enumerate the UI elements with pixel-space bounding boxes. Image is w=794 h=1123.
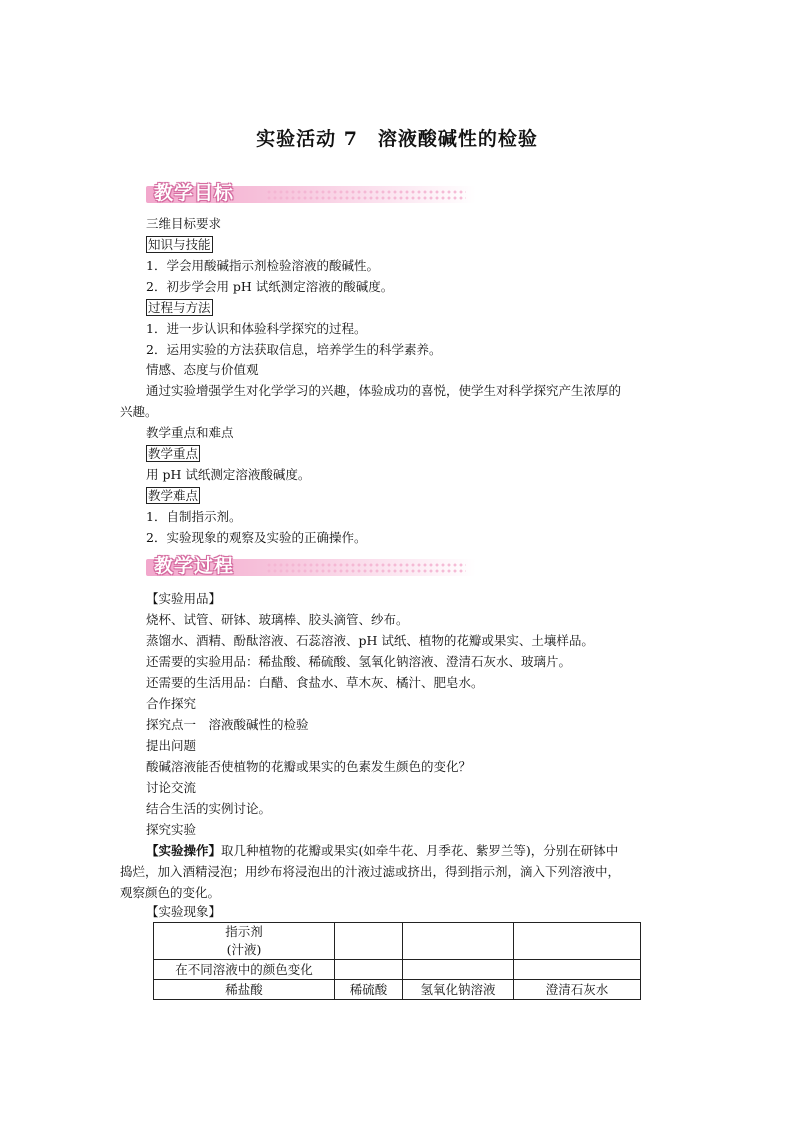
key-label-line: [146, 446, 200, 462]
banner-label: 教学过程: [154, 555, 235, 577]
difficult-label-line: [146, 488, 200, 504]
supplies-1: 烧杯、试管、研钵、玻璃棒、胶头滴管、纱布。: [146, 612, 409, 627]
table-cell: [403, 960, 514, 980]
table-header-cell: 稀硫酸: [335, 980, 403, 1000]
ask-label: 提出问题: [146, 738, 197, 753]
objectives-heading: 三维目标要求: [146, 216, 222, 231]
discuss-label: 讨论交流: [146, 780, 197, 795]
page-title: 实验活动 7 溶液酸碱性的检验: [256, 128, 538, 150]
operation-text-1: 取几种植物的花瓣或果实(如牵牛花、月季花、紫罗兰等)，分别在研钵中: [221, 843, 619, 858]
process-item-1: 1．进一步认识和体验科学探究的过程。: [146, 321, 367, 336]
emotion-text-2: 兴趣。: [120, 404, 158, 419]
emotion-label: 情感、态度与价值观: [146, 362, 259, 377]
discuss-text: 结合生活的实例讨论。: [146, 801, 272, 816]
operation-text-2: 捣烂，加入酒精浸泡；用纱布将浸泡出的汁液过滤或挤出，得到指示剂，滴入下列溶液中，: [120, 864, 621, 879]
emotion-text-1: 通过实验增强学生对化学学习的兴趣，体验成功的喜悦，使学生对科学探究产生浓厚的: [146, 383, 622, 398]
process-label-line: [146, 300, 213, 316]
supplies-3: 还需要的实验用品：稀盐酸、稀硫酸、氢氧化钠溶液、澄清石灰水、玻璃片。: [146, 654, 572, 669]
section-banner-process: [146, 553, 476, 579]
table-header-cell: 氢氧化钠溶液: [403, 980, 514, 1000]
operation-line-1: [146, 843, 618, 859]
supplies-2: 蒸馏水、酒精、酚酞溶液、石蕊溶液、pH 试纸、植物的花瓣或果实、土壤样品。: [146, 633, 594, 648]
difficult-item-2: 2．实验现象的观察及实验的正确操作。: [146, 530, 367, 545]
banner-dots: [266, 189, 466, 200]
table-header-cell: 稀盐酸: [154, 980, 335, 1000]
explore-point-1: 探究点一 溶液酸碱性的检验: [146, 717, 309, 732]
difficult-label: 教学难点: [148, 488, 199, 503]
operation-text-3: 观察颜色的变化。: [120, 885, 221, 900]
table-row: [154, 960, 641, 980]
table-cell-indicator: [154, 923, 335, 960]
banner-dots: [266, 562, 466, 573]
table-cell: [514, 960, 641, 980]
phenomenon-label: 【实验现象】: [146, 904, 222, 919]
ask-text: 酸碱溶液能否使植物的花瓣或果实的色素发生颜色的变化？: [146, 759, 472, 774]
table-header-cell: 澄清石灰水: [514, 980, 641, 1000]
key-text: 用 pH 试纸测定溶液酸碱度。: [146, 467, 311, 482]
supplies-label: 【实验用品】: [146, 591, 222, 606]
table-cell: [403, 923, 514, 960]
table-row: [154, 980, 641, 1000]
banner-label: 教学目标: [154, 182, 235, 204]
table-row: [154, 923, 641, 960]
knowledge-item-2: 2．初步学会用 pH 试纸测定溶液的酸碱度。: [146, 279, 394, 294]
key-difficult-heading: 教学重点和难点: [146, 425, 234, 440]
key-label: 教学重点: [148, 446, 199, 461]
operation-label: 【实验操作】: [146, 843, 222, 858]
section-banner-objectives: [146, 180, 476, 206]
knowledge-item-1: 1．学会用酸碱指示剂检验溶液的酸碱性。: [146, 258, 379, 273]
process-method-label: 过程与方法: [148, 300, 211, 315]
knowledge-label: 知识与技能: [148, 237, 211, 252]
table-cell: [335, 923, 403, 960]
table-cell: [514, 923, 641, 960]
knowledge-label-line: [146, 237, 213, 253]
indicator-line-2: (汁液): [226, 942, 262, 957]
difficult-item-1: 1．自制指示剂。: [146, 509, 242, 524]
coop-heading: 合作探究: [146, 696, 197, 711]
explore-label: 探究实验: [146, 822, 197, 837]
process-item-2: 2．运用实验的方法获取信息，培养学生的科学素养。: [146, 342, 442, 357]
supplies-4: 还需要的生活用品：白醋、食盐水、草木灰、橘汁、肥皂水。: [146, 675, 484, 690]
observation-table: [153, 922, 641, 1000]
table-cell: [335, 960, 403, 980]
indicator-line-1: 指示剂: [225, 924, 263, 939]
table-cell-color-change: 在不同溶液中的颜色变化: [154, 960, 335, 980]
